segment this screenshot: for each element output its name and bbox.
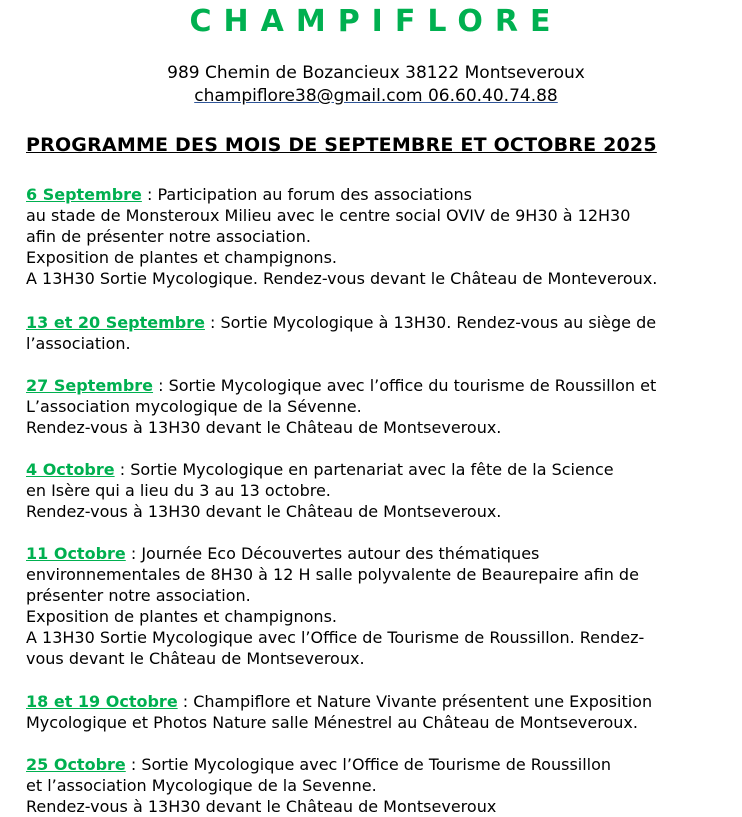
event-11-octobre	[26, 543, 726, 669]
event-line: environnementales de 8H30 à 12 H salle polyvalente de Beaurepaire afin de	[26, 565, 639, 584]
event-line: au stade de Monsteroux Milieu avec le centre social OVIV de 9H30 à 12H30	[26, 206, 631, 225]
event-line: 27 Septembre : Sortie Mycologique avec l’office du tourisme de Roussillon et	[26, 376, 657, 395]
event-line: A 13H30 Sortie Mycologique. Rendez-vous devant le Château de Monteveroux.	[26, 269, 658, 288]
event-line: Rendez-vous à 13H30 devant le Château de Montseveroux.	[26, 418, 502, 437]
association-title: CHAMPIFLORE	[189, 4, 563, 39]
event-18-19-octobre	[26, 691, 726, 733]
event-4-octobre	[26, 459, 726, 522]
event-line: l’association.	[26, 334, 131, 353]
event-line: afin de présenter notre association.	[26, 227, 311, 246]
event-line: Mycologique et Photos Nature salle Ménestrel au Château de Montseveroux.	[26, 713, 638, 732]
address-line: 989 Chemin de Bozancieux 38122 Montseveroux	[167, 63, 585, 83]
event-line: 11 Octobre : Journée Eco Découvertes autour des thématiques	[26, 544, 540, 563]
event-6-septembre	[26, 184, 726, 289]
event-date: 6 Septembre	[26, 185, 142, 204]
event-line: 4 Octobre : Sortie Mycologique en partenariat avec la fête de la Science	[26, 460, 614, 479]
event-line: Rendez-vous à 13H30 devant le Château de Montseveroux	[26, 797, 497, 816]
event-line: Exposition de plantes et champignons.	[26, 607, 337, 626]
event-date: 27 Septembre	[26, 376, 154, 395]
contact-line[interactable]: champiflore38@gmail.com 06.60.40.74.88	[194, 86, 558, 106]
event-line: en Isère qui a lieu du 3 au 13 octobre.	[26, 481, 331, 500]
event-line: 25 Octobre : Sortie Mycologique avec l’Office de Tourisme de Roussillon	[26, 755, 612, 774]
event-13-20-septembre	[26, 312, 726, 354]
event-line: 18 et 19 Octobre : Champiflore et Nature Vivante présentent une Exposition	[26, 692, 653, 711]
event-line: présenter notre association.	[26, 586, 251, 605]
event-date: 11 Octobre	[26, 544, 126, 563]
event-date: 25 Octobre	[26, 755, 126, 774]
event-line: vous devant le Château de Montseveroux.	[26, 649, 365, 668]
event-date: 18 et 19 Octobre	[26, 692, 178, 711]
programme-heading: PROGRAMME DES MOIS DE SEPTEMBRE ET OCTOBRE 2025	[26, 134, 657, 156]
event-date: 4 Octobre	[26, 460, 115, 479]
event-date: 13 et 20 Septembre	[26, 313, 205, 332]
event-27-septembre	[26, 375, 726, 438]
event-line: Exposition de plantes et champignons.	[26, 248, 337, 267]
event-line: et l’association Mycologique de la Sevenne.	[26, 776, 377, 795]
event-line: L’association mycologique de la Sévenne.	[26, 397, 362, 416]
event-25-octobre	[26, 754, 726, 817]
event-line: Rendez-vous à 13H30 devant le Château de Montseveroux.	[26, 502, 502, 521]
event-line: 13 et 20 Septembre : Sortie Mycologique à 13H30. Rendez-vous au siège de	[26, 313, 657, 332]
event-line: A 13H30 Sortie Mycologique avec l’Office de Tourisme de Roussillon. Rendez-	[26, 628, 645, 647]
event-line: 6 Septembre : Participation au forum des associations	[26, 185, 472, 204]
